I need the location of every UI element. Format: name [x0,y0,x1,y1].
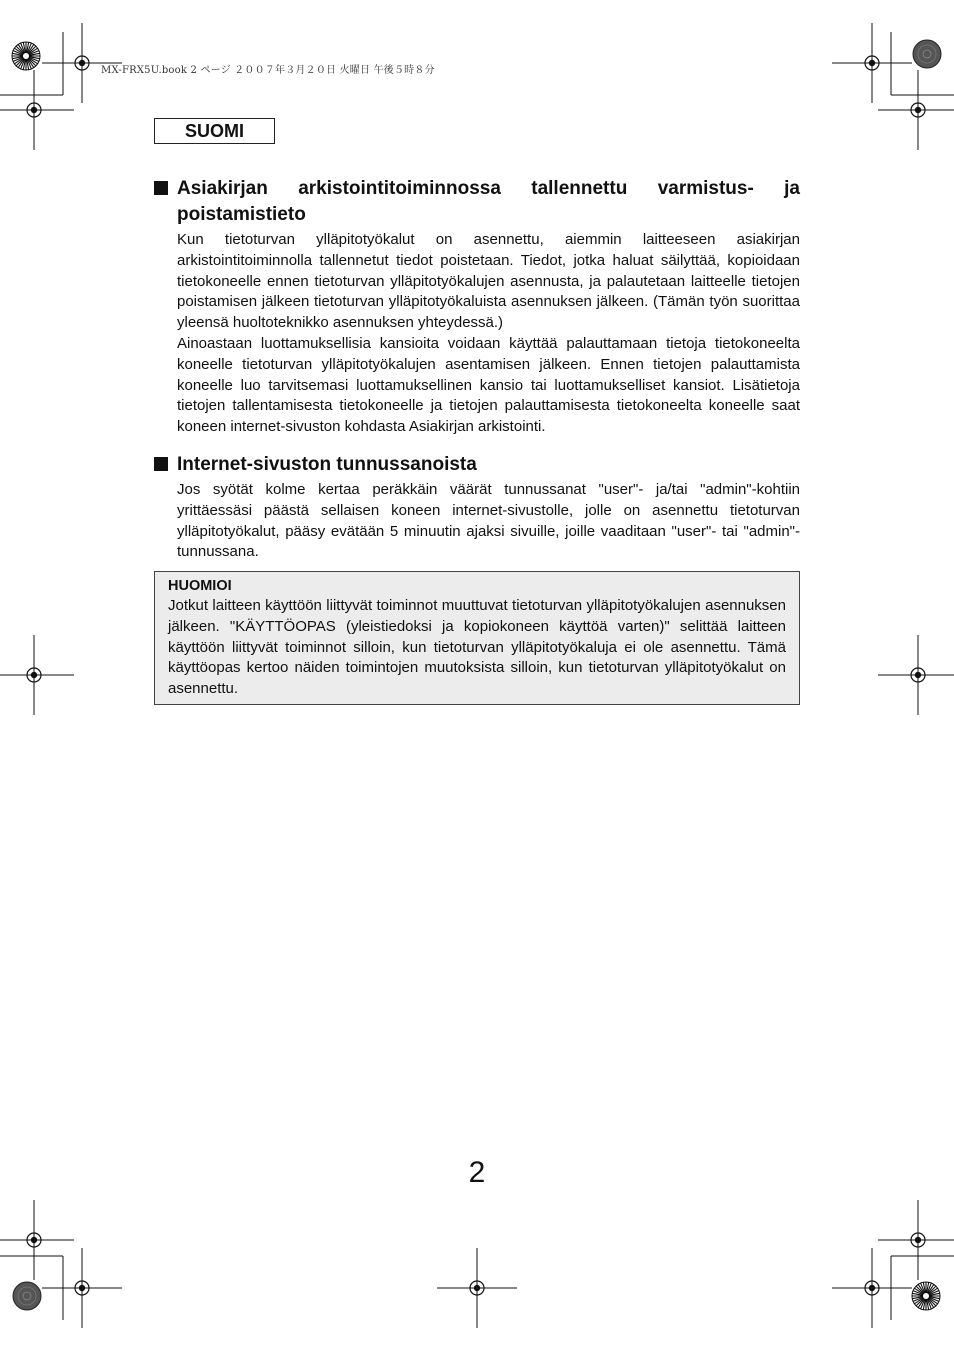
paragraph: Ainoastaan luottamuksellisia kansioita voidaan käyttää palauttamaan tietoja tietokoneelta koneelle tietoturvan ylläpitotyökalujen asentamisen jälkeen. Ennen tietojen palauttamista koneelle luo tarvitsemasi luottamuksellinen kansio tai luottamukselliset kansiot. Lisätietoja tietojen tallentamisesta tietokoneelle ja tietojen palauttamisesta tietokoneelta koneelle saat koneen internet-sivuston kohdasta Asiakirjan arkistointi. [177,334,800,436]
crosshair-registration-icon [832,1248,912,1328]
note-text: Jotkut laitteen käyttöön liittyvät toiminnot muuttuvat tietoturvan ylläpitotyökalujen asennuksen jälkeen. "KÄYTTÖOPAS (yleistiedoksi ja kopiokoneen käyttöä varten)" selittää laitteen käyttöön liittyvät toiminnot silloin, kun tietoturvan ylläpitotyökaluja ei ole asennettu. Tämä käyttöopas kertoo näiden toimintojen muutoksista silloin, kun tietoturvan ylläpitotyökalut on asennettu. [168,597,786,698]
radial-star-target-icon [912,1282,940,1310]
section-body [177,230,800,438]
section-website-passwords [154,452,800,563]
color-target-icon [913,40,941,68]
section-heading [154,176,800,228]
note-title: HUOMIOI [168,578,232,594]
page-number: 2 [468,1156,486,1189]
section-title: Asiakirjan arkistointitoiminnossa tallennettu varmistus- ja poistamistieto [177,178,800,225]
section-title: Internet-sivuston tunnussanoista [177,454,477,475]
paragraph: Kun tietoturvan ylläpitotyökalut on asennettu, aiemmin laitteeseen asiakirjan arkistointitoiminnolla tallennetut tiedot poistetaan. Tiedot, jotka haluat säilyttää, kopioidaan tietokoneelle ennen tietoturvan ylläpitotyökalujen asennusta, ja palautetaan laitteelle tietojen poistamisen jälkeen tietoturvan ylläpitotyökaluista asennuksen jälkeen. (Tämän työn suorittaa yleensä huoltoteknikko asennuksen yhteydessä.) [177,231,800,332]
black-square-icon [154,181,168,195]
note-box [154,571,800,705]
language-label: SUOMI [154,118,275,144]
crosshair-registration-icon [42,1248,122,1328]
radial-star-target-icon [12,42,40,70]
color-target-icon [13,1282,41,1310]
section-body [177,480,800,563]
crosshair-registration-icon [0,635,74,715]
section-archive-backup [154,176,800,438]
crosshair-registration-icon [437,1248,517,1328]
section-heading [154,452,800,478]
print-header-meta: MX-FRX5U.book 2 ページ ２００７年３月２０日 火曜日 午後５時８分 [101,65,435,76]
crosshair-registration-icon [878,1200,954,1280]
crosshair-registration-icon [832,23,912,103]
crosshair-registration-icon [878,635,954,715]
crosshair-registration-icon [878,70,954,150]
black-square-icon [154,457,168,471]
paragraph: Jos syötät kolme kertaa peräkkäin väärät tunnussanat "user"- ja/tai "admin"-kohtiin yrittäessäsi päästä sellaisen koneen internet-sivustolle, jolle on asennettu tietoturvan ylläpitotyökalut, pääsy evätään 5 minuutin ajaksi sivuille, joille vaaditaan "user"- tai "admin"-tunnussana. [177,481,800,561]
